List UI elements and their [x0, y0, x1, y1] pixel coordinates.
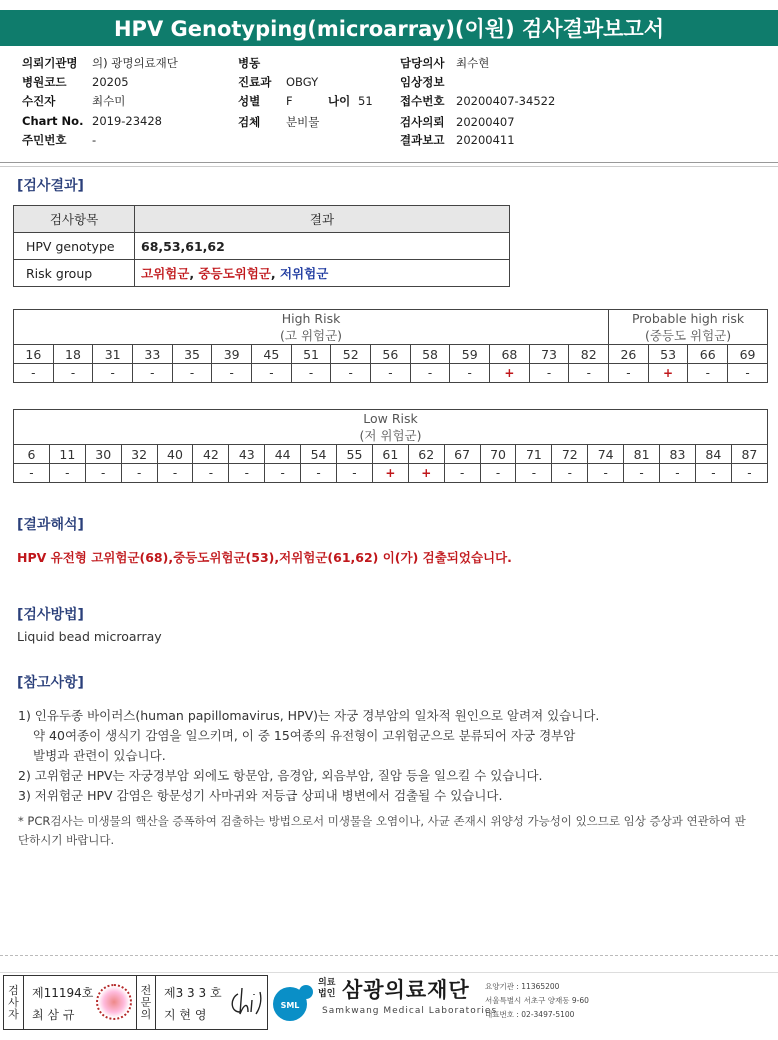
- org-name: 삼광의료재단: [342, 978, 470, 1002]
- low_risk-result-cell: -: [660, 464, 696, 483]
- section-method-heading: [검사방법]: [17, 607, 84, 623]
- high-risk-table: [13, 309, 768, 383]
- low_risk-type-cell: 43: [229, 445, 265, 464]
- low_risk-result-cell: -: [229, 464, 265, 483]
- info-value: 20205: [92, 75, 129, 89]
- info-value: OBGY: [286, 75, 319, 89]
- high_risk-result-cell: -: [569, 364, 609, 383]
- method-text: Liquid bead microarray: [17, 629, 162, 644]
- high_risk-result-cell: -: [291, 364, 331, 383]
- info-label: 진료과: [238, 75, 272, 89]
- probable-risk-header-ko: (중등도 위험군): [644, 328, 732, 343]
- low_risk-type-cell: 44: [265, 445, 301, 464]
- info-label: 주민번호: [22, 133, 67, 147]
- high_risk-result-cell: -: [529, 364, 569, 383]
- org-address: 서울특별시 서초구 양재동 9-60: [485, 996, 589, 1005]
- low_risk-type-cell: 67: [444, 445, 480, 464]
- low_risk-result-cell: -: [193, 464, 229, 483]
- section-interpretation-heading: [결과해석]: [17, 517, 84, 533]
- low_risk-type-cell: 32: [121, 445, 157, 464]
- org-phone: 대표번호 : 02-3497-5100: [485, 1010, 575, 1019]
- low_risk-type-cell: 11: [49, 445, 85, 464]
- low_risk-result-cell: +: [372, 464, 408, 483]
- info-label: 의뢰기관명: [22, 56, 78, 70]
- high_risk-result-cell: -: [14, 364, 54, 383]
- low-risk-header-en: Low Risk: [363, 411, 418, 426]
- risk-high: 고위험군: [141, 266, 190, 281]
- low_risk-result-cell: -: [444, 464, 480, 483]
- footnote: * PCR검사는 미생물의 핵산을 증폭하여 검출하는 방법으로서 미생물을 오염이나, 사균 존재시 위양성 가능성이 있으므로 임상 증상과 연관하여 판단하시기 바랍니다.: [18, 814, 746, 847]
- examiner-number: 제11194호: [32, 986, 94, 1000]
- risk-mid: 중등도위험군: [198, 266, 271, 281]
- low_risk-type-cell: 61: [372, 445, 408, 464]
- interpretation-text: HPV 유전형 고위험군(68),중등도위험군(53),저위험군(61,62) 이(가) 검출되었습니다.: [17, 550, 512, 565]
- info-label: 담당의사: [400, 56, 445, 70]
- low_risk-result-cell: -: [85, 464, 121, 483]
- low_risk-type-cell: 6: [14, 445, 50, 464]
- specialist-name: 지 현 영: [164, 1008, 207, 1022]
- high_risk-result-cell: -: [53, 364, 93, 383]
- high_risk-result-cell: -: [450, 364, 490, 383]
- notes-list: [18, 706, 599, 806]
- low_risk-type-cell: 72: [552, 445, 588, 464]
- low_risk-type-cell: 74: [588, 445, 624, 464]
- low-risk-table: [13, 409, 768, 483]
- examiner-name: 최 삼 규: [32, 1008, 75, 1022]
- low_risk-result-cell: -: [624, 464, 660, 483]
- low_risk-result-cell: +: [408, 464, 444, 483]
- high_risk-type-cell: 31: [93, 345, 133, 364]
- info-label: 결과보고: [400, 133, 445, 147]
- org-info: [485, 980, 589, 1022]
- low_risk-result-cell: -: [552, 464, 588, 483]
- result-table: [13, 205, 510, 287]
- high_risk-result-cell: -: [133, 364, 173, 383]
- low-risk-header: [14, 410, 768, 445]
- high_risk-result-cell: -: [609, 364, 649, 383]
- report-title: HPV Genotyping(microarray)(이원) 검사결과보고서: [0, 10, 778, 46]
- section-notes-heading: [참고사항]: [17, 675, 84, 691]
- low_risk-type-cell: 84: [695, 445, 731, 464]
- genotype-label: HPV genotype: [14, 233, 135, 260]
- low_risk-result-cell: -: [157, 464, 193, 483]
- risk-group-value: [135, 260, 510, 287]
- info-value: 분비물: [286, 115, 320, 129]
- high_risk-result-cell: -: [331, 364, 371, 383]
- info-value: 20200407: [456, 115, 515, 129]
- high_risk-type-cell: 53: [648, 345, 688, 364]
- high_risk-result-cell: -: [371, 364, 411, 383]
- high_risk-result-cell: -: [728, 364, 768, 383]
- high-risk-header: [14, 310, 609, 345]
- high_risk-type-cell: 73: [529, 345, 569, 364]
- high_risk-type-cell: 82: [569, 345, 609, 364]
- low-risk-header-ko: (저 위험군): [359, 428, 422, 443]
- examiner-label: 검사자: [4, 976, 24, 1029]
- section-result-heading: [검사결과]: [17, 178, 84, 194]
- info-label: 임상정보: [400, 75, 445, 89]
- high_risk-type-cell: 18: [53, 345, 93, 364]
- genotype-value: 68,53,61,62: [135, 233, 510, 260]
- high_risk-result-cell: -: [93, 364, 133, 383]
- info-value: F: [286, 94, 293, 108]
- info-value: 20200407-34522: [456, 94, 556, 108]
- low_risk-result-cell: -: [301, 464, 337, 483]
- col-result-header: 결과: [135, 206, 510, 233]
- footer-divider: [0, 972, 778, 973]
- high_risk-type-cell: 33: [133, 345, 173, 364]
- age-label: 나이: [328, 94, 351, 108]
- risk-low: 저위험군: [279, 266, 329, 281]
- info-label: 수진자: [22, 94, 56, 108]
- low_risk-result-cell: -: [49, 464, 85, 483]
- specialist-label: 전문의: [136, 976, 156, 1029]
- low_risk-result-cell: -: [337, 464, 373, 483]
- note-item: 약 40여종이 생식기 감염을 일으키며, 이 중 15여종의 유전형이 고위험군으로 분류되어 자궁 경부암: [33, 728, 576, 743]
- high_risk-result-cell: -: [172, 364, 212, 383]
- examiner-seal-icon: [96, 984, 132, 1020]
- org-code: 요양기관 : 11365200: [485, 982, 560, 991]
- info-value: 최수현: [456, 56, 490, 70]
- col-item-header: 검사항목: [14, 206, 135, 233]
- high_risk-result-cell: -: [410, 364, 450, 383]
- info-label: 성별: [238, 94, 261, 108]
- info-value: -: [92, 133, 97, 147]
- low_risk-type-cell: 55: [337, 445, 373, 464]
- low_risk-result-cell: -: [121, 464, 157, 483]
- info-value: 2019-23428: [92, 114, 162, 128]
- info-label: 병동: [238, 56, 261, 70]
- age-value: 51: [358, 94, 373, 108]
- low_risk-type-cell: 70: [480, 445, 516, 464]
- high_risk-type-cell: 45: [252, 345, 292, 364]
- low_risk-type-cell: 62: [408, 445, 444, 464]
- low_risk-result-cell: -: [588, 464, 624, 483]
- low_risk-result-cell: -: [695, 464, 731, 483]
- info-label: 검사의뢰: [400, 115, 445, 129]
- risk-comma: ,: [270, 266, 280, 281]
- info-label: 접수번호: [400, 94, 445, 108]
- high-risk-header-en: High Risk: [281, 311, 341, 326]
- high_risk-type-cell: 59: [450, 345, 490, 364]
- info-value: 20200411: [456, 133, 515, 147]
- info-divider: [0, 166, 778, 167]
- note-item: 1) 인유두종 바이러스(human papillomavirus, HPV)는 자궁 경부암의 일차적 원인으로 알려져 있습니다.: [18, 708, 600, 723]
- info-divider: [0, 162, 778, 163]
- probable-risk-header-en: Probable high risk: [631, 311, 745, 326]
- low_risk-result-cell: -: [14, 464, 50, 483]
- signature-icon: [226, 982, 264, 1022]
- specialist-number: 제3 3 3 호: [164, 986, 222, 1000]
- probable-risk-header: [609, 310, 768, 345]
- high_risk-result-cell: -: [688, 364, 728, 383]
- low_risk-type-cell: 42: [193, 445, 229, 464]
- info-value: 최수미: [92, 94, 126, 108]
- high_risk-type-cell: 35: [172, 345, 212, 364]
- high_risk-type-cell: 58: [410, 345, 450, 364]
- low_risk-type-cell: 71: [516, 445, 552, 464]
- info-label: 병원코드: [22, 75, 67, 89]
- low_risk-result-cell: -: [265, 464, 301, 483]
- high_risk-result-cell: -: [212, 364, 252, 383]
- org-name-en: Samkwang Medical Laboratories: [322, 1006, 498, 1016]
- low_risk-type-cell: 30: [85, 445, 121, 464]
- high_risk-type-cell: 51: [291, 345, 331, 364]
- info-label: Chart No.: [22, 114, 84, 128]
- risk-comma: ,: [189, 266, 199, 281]
- high_risk-result-cell: -: [252, 364, 292, 383]
- low_risk-type-cell: 87: [731, 445, 767, 464]
- high_risk-type-cell: 52: [331, 345, 371, 364]
- low_risk-type-cell: 54: [301, 445, 337, 464]
- high-risk-header-ko: (고 위험군): [280, 328, 343, 343]
- logo-text: SML: [280, 1001, 300, 1010]
- high_risk-type-cell: 16: [14, 345, 54, 364]
- org-type-text: 의료 법인: [318, 978, 336, 999]
- low_risk-type-cell: 40: [157, 445, 193, 464]
- sml-logo-icon: [270, 976, 350, 1028]
- info-label: 검체: [238, 115, 261, 129]
- footer-divider: [0, 955, 778, 956]
- low_risk-type-cell: 83: [660, 445, 696, 464]
- signature-box: [3, 975, 268, 1030]
- low_risk-type-cell: 81: [624, 445, 660, 464]
- low_risk-result-cell: -: [480, 464, 516, 483]
- high_risk-type-cell: 66: [688, 345, 728, 364]
- note-item: 3) 저위험군 HPV 감염은 항문성기 사마귀와 저등급 상피내 병변에서 검출될 수 있습니다.: [18, 788, 503, 803]
- risk-group-label: Risk group: [14, 260, 135, 287]
- high_risk-type-cell: 39: [212, 345, 252, 364]
- org-type: [318, 978, 335, 1000]
- high_risk-type-cell: 69: [728, 345, 768, 364]
- note-item: 발병과 관련이 있습니다.: [33, 748, 166, 763]
- high_risk-type-cell: 26: [609, 345, 649, 364]
- high_risk-result-cell: +: [490, 364, 530, 383]
- low_risk-result-cell: -: [731, 464, 767, 483]
- note-item: 2) 고위험군 HPV는 자궁경부암 외에도 항문암, 음경암, 외음부암, 질암 등을 일으킬 수 있습니다.: [18, 768, 543, 783]
- low_risk-result-cell: -: [516, 464, 552, 483]
- high_risk-result-cell: +: [648, 364, 688, 383]
- info-value: 의) 광명의료재단: [92, 56, 178, 70]
- high_risk-type-cell: 68: [490, 345, 530, 364]
- high_risk-type-cell: 56: [371, 345, 411, 364]
